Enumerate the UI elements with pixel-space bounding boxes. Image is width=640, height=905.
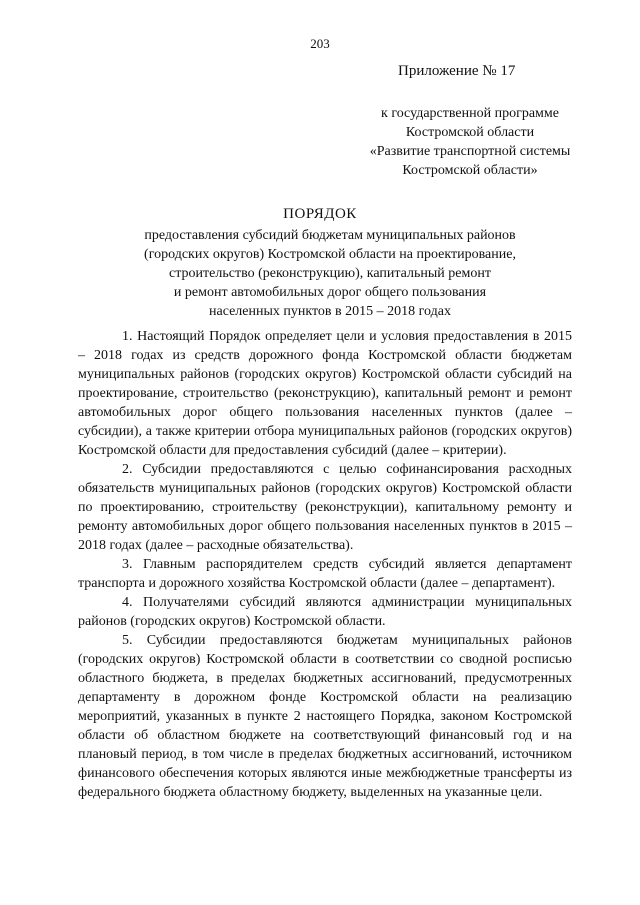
annex-subtitle-line: «Развитие транспортной системы	[369, 144, 571, 159]
document-subtitle-line: населенных пунктов в 2015 – 2018 годах	[209, 304, 451, 319]
annex-subtitle-line: Костромской области	[405, 125, 535, 140]
document-subtitle-line: строительство (реконструкцию), капитальный ремонт	[169, 266, 491, 281]
document-subtitle-line: предоставления субсидий бюджетам муниципальных районов	[144, 228, 516, 243]
paragraph-3: 3. Главным распорядителем средств субсидий является департамент транспорта и дорожного хозяйства Костромской области (далее – департамент).	[78, 557, 572, 591]
paragraph-5: 5. Субсидии предоставляются бюджетам муниципальных районов (городских округов) Костромской области в соответствии со сводной росписью областного бюджета, в пределах бюджетных ассигнований, предусмотренных департаменту в дорожном фонде Костромской области на реализацию мероприятий, указанных в пункте 2 настоящего Порядка, законом Костромской области об областном бюджете на соответствующий финансовый год и на плановый период, в том числе в пределах бюджетных ассигнований, источником финансового обеспечения которых являются иные межбюджетные трансферты из федерального бюджета областному бюджету, выделенных на указанные цели.	[78, 633, 572, 800]
page-number: 203	[310, 36, 330, 51]
document-subtitle-line: (городских округов) Костромской области на проектирование,	[144, 247, 516, 262]
paragraph-1: 1. Настоящий Порядок определяет цели и условия предоставления в 2015 – 2018 годах из средств дорожного фонда Костромской области бюджетам муниципальных районов (городских округов) Костромской области субсидий на проектирование, строительство (реконструкцию), капитальный ремонт и ремонт автомобильных дорог общего пользования населенных пунктов (далее – субсидии), а также критерии отбора муниципальных районов (городских округов) Костромской области для предоставления субсидий (далее – критерии).	[78, 329, 572, 458]
document-body	[78, 327, 572, 802]
annex-subtitle-line: Костромской области»	[402, 163, 538, 178]
annex-subtitle	[340, 104, 600, 180]
annex-label: Приложение № 17	[398, 63, 516, 79]
annex-subtitle-line: к государственной программе	[381, 106, 559, 121]
document-title: ПОРЯДОК	[283, 206, 357, 222]
paragraph-4: 4. Получателями субсидий являются администрации муниципальных районов (городских округов) Костромской области.	[78, 595, 572, 629]
document-subtitle-line: и ремонт автомобильных дорог общего пользования	[173, 285, 487, 300]
document-subtitle	[70, 226, 590, 321]
paragraph-2: 2. Субсидии предоставляются с целью софинансирования расходных обязательств муниципальных районов (городских округов) Костромской области по проектированию, строительству (реконструкции), капитальному ремонту и ремонту автомобильных дорог общего пользования населенных пунктов в 2015 – 2018 годах (далее – расходные обязательства).	[78, 462, 572, 553]
